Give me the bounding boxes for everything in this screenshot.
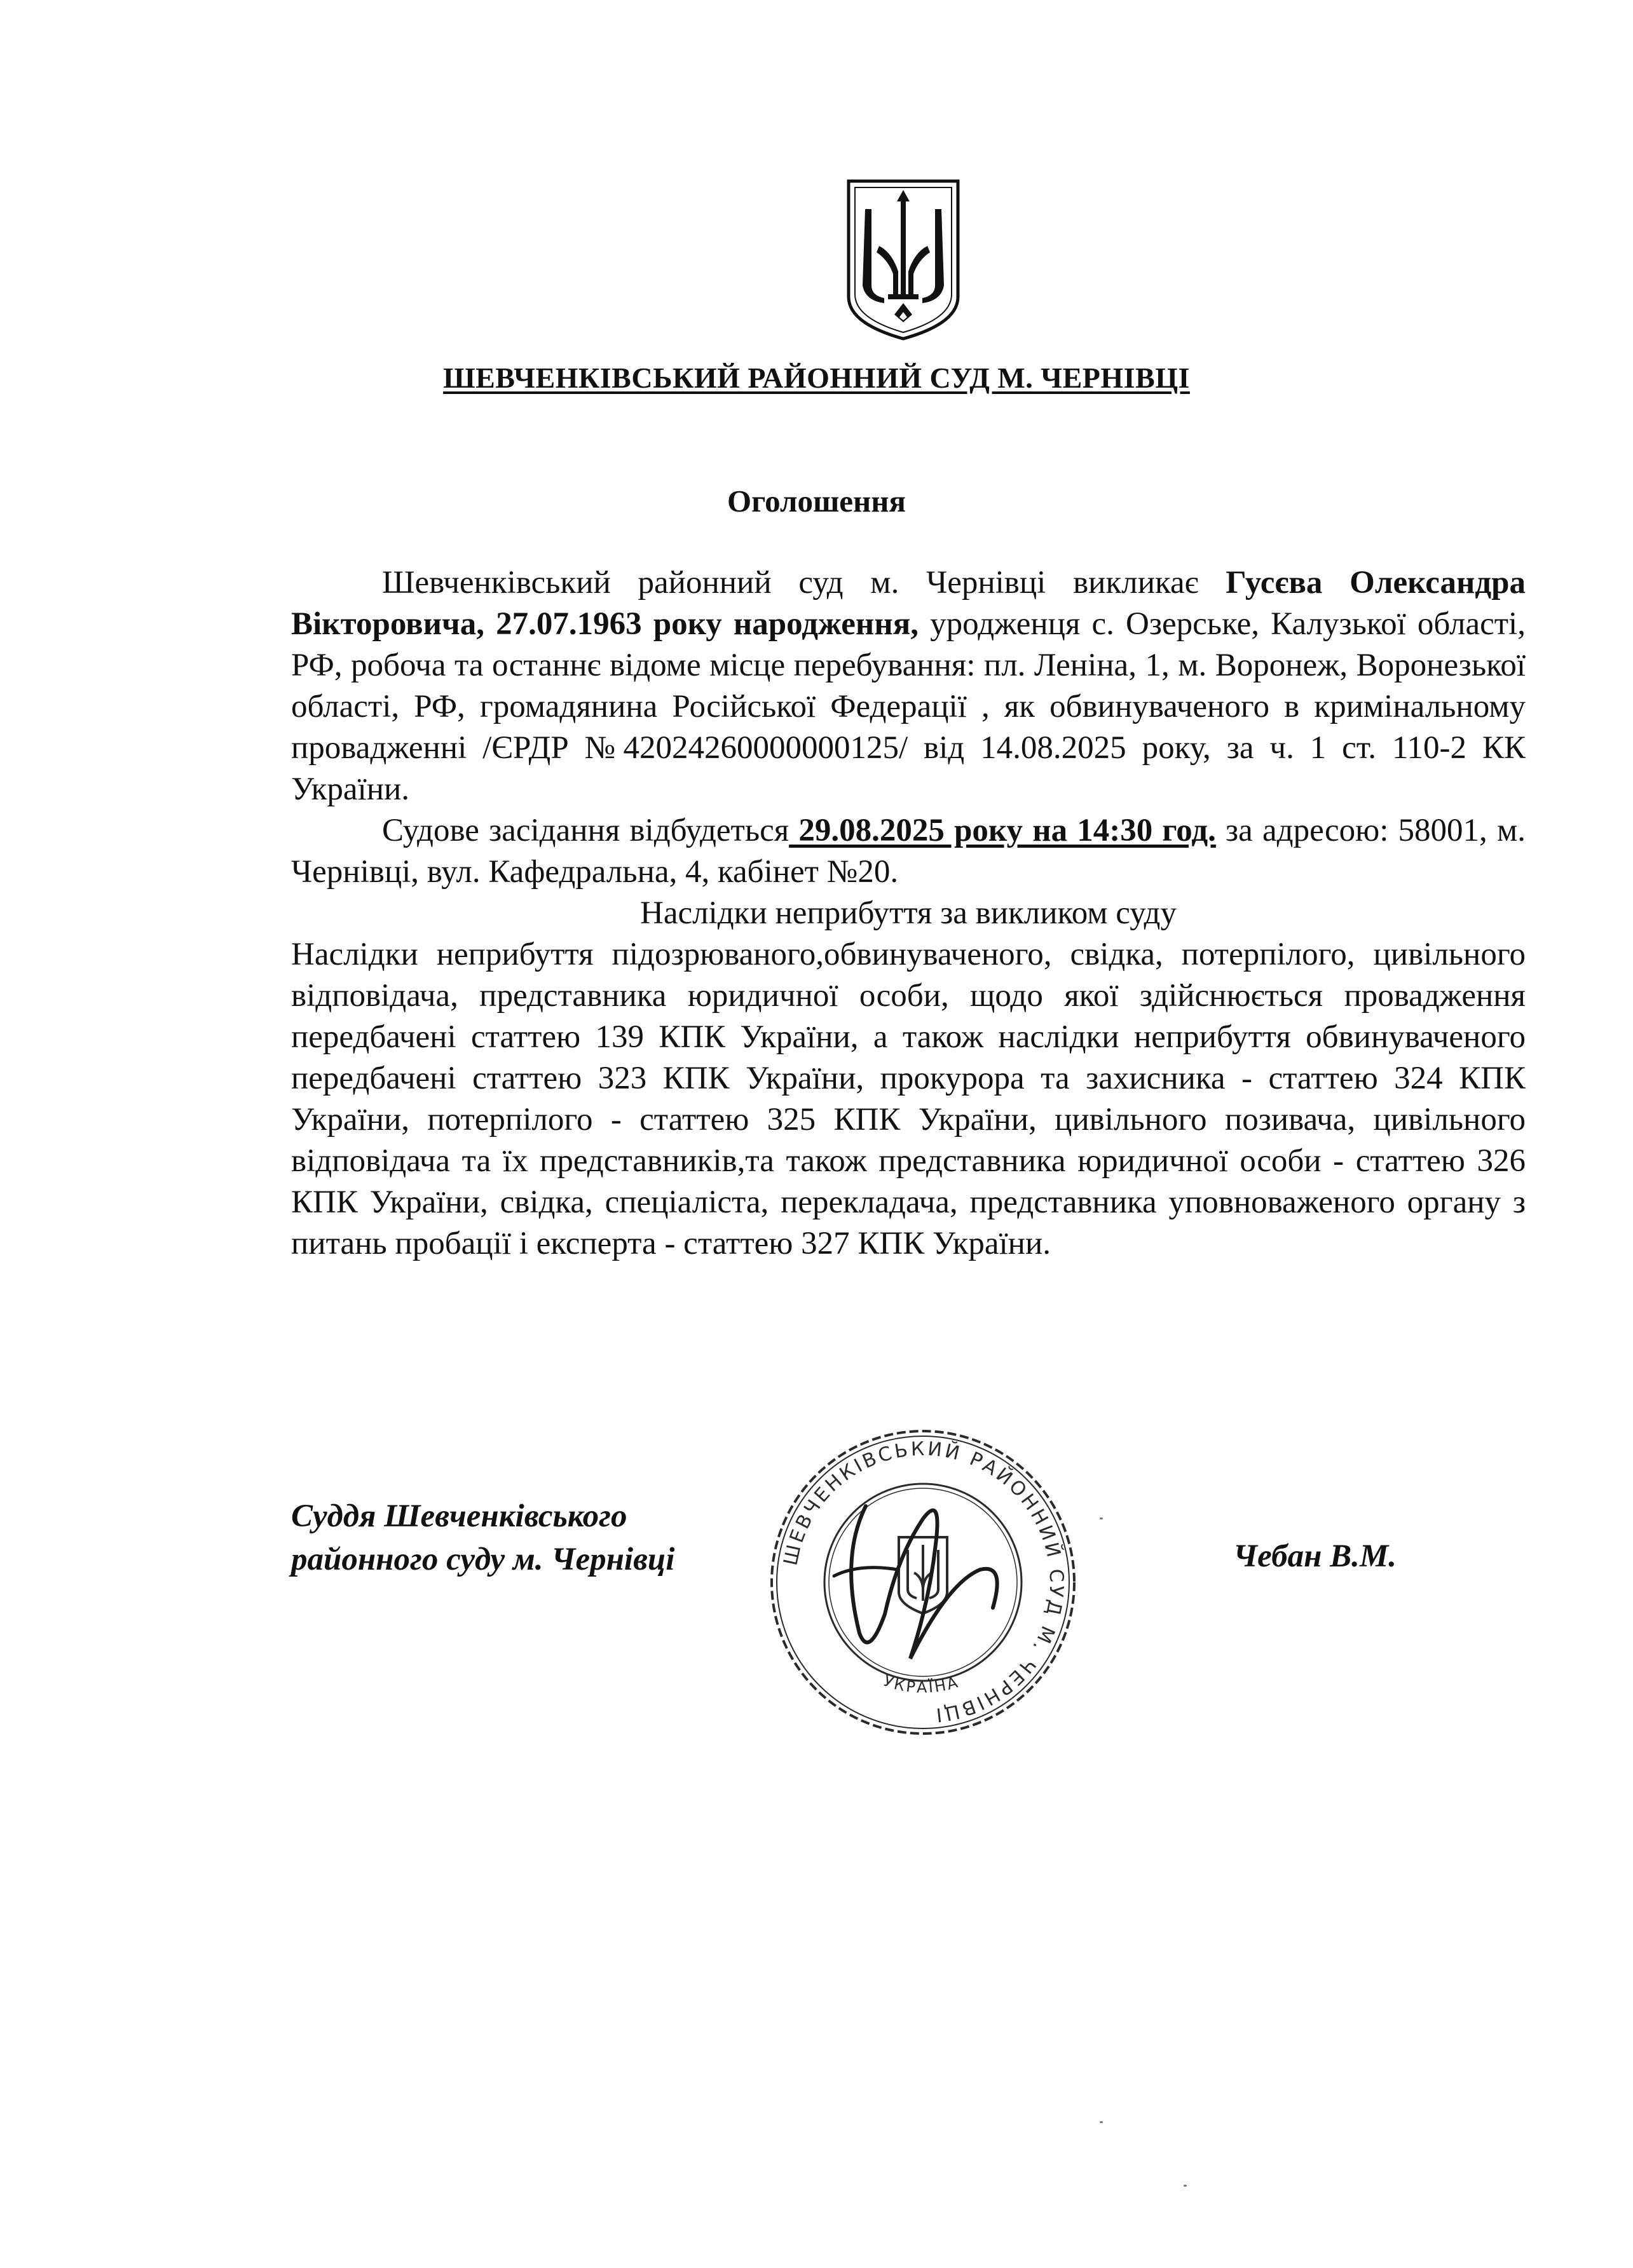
summons-paragraph (291, 562, 1526, 810)
judge-name: Чебан В.М. (1233, 1538, 1397, 1574)
hearing-paragraph (291, 810, 1526, 893)
scan-speck (1100, 1518, 1103, 1519)
announcement-title: Оголошення (727, 484, 906, 519)
hearing-datetime: 29.08.2025 року на 14:30 год. (789, 813, 1216, 848)
court-seal (758, 1417, 1088, 1748)
consequences-paragraph: Наслідки неприбуття підозрюваного,обвинуваченого, свідка, потерпілого, цивільного відповідача, представника юридичної особи, щодо якої здійснюється провадження передбачені статтею 139 КПК України, а також наслідки неприбуття обвинуваченого передбачені статтею 323 КПК України, прокурора та захисника - статтею 324 КПК України, потерпілого - статтею 325 КПК України, цивільного позивача, цивільного відповідача та їх представників,та також представника юридичної особи - статтею 326 КПК України, свідка, спеціаліста, перекладача, представника уповноваженого органу з питань пробації і експерта - статтею 327 КПК України. (291, 937, 1526, 1261)
announcement-body (291, 562, 1526, 1265)
scan-speck (1184, 2185, 1187, 2187)
scan-speck (1100, 2121, 1103, 2123)
hearing-intro: Судове засідання відбудеться (382, 813, 789, 848)
judge-position-line-2: районного суду м. Чернівці (291, 1542, 675, 1577)
seal-ring-text: ШЕВЧЕНКІВСЬКИЙ РАЙОННИЙ СУД М. ЧЕРНІВЦІ (779, 1437, 1068, 1727)
judge-position-line-1: Суддя Шевченківського (291, 1498, 627, 1534)
summons-details: уродженця с. Озерське, Калузької області, РФ, робоча та останнє відоме місце перебування: пл. Леніна, 1, м. Воронеж, Воронезької області, РФ, громадянина Російської Федерації , як обвинуваченого в кримінальному провадженні /ЄРДР №42024260000000125/ від 14.08.2025 року, за ч. 1 ст. 110-2 КК України. (291, 606, 1526, 807)
consequences-heading: Наслідки неприбуття за викликом суду (640, 895, 1177, 931)
summons-intro: Шевченківський районний суд м. Чернівці викликає (382, 565, 1226, 601)
judge-position (291, 1495, 674, 1581)
court-title: ШЕВЧЕНКІВСЬКИЙ РАЙОННИЙ СУД М. ЧЕРНІВЦІ (443, 362, 1190, 394)
hearing-address: за адресою: 58001, м. Чернівці, вул. Кафедральна, 4, кабінет №20. (291, 813, 1526, 890)
ukraine-trident-icon (844, 176, 963, 343)
summons-name: Гусєва Олександра Вікторовича, 27.07.1963 року народження, (291, 565, 1526, 642)
seal-country-text: УКРАЇНА (881, 1671, 962, 1697)
